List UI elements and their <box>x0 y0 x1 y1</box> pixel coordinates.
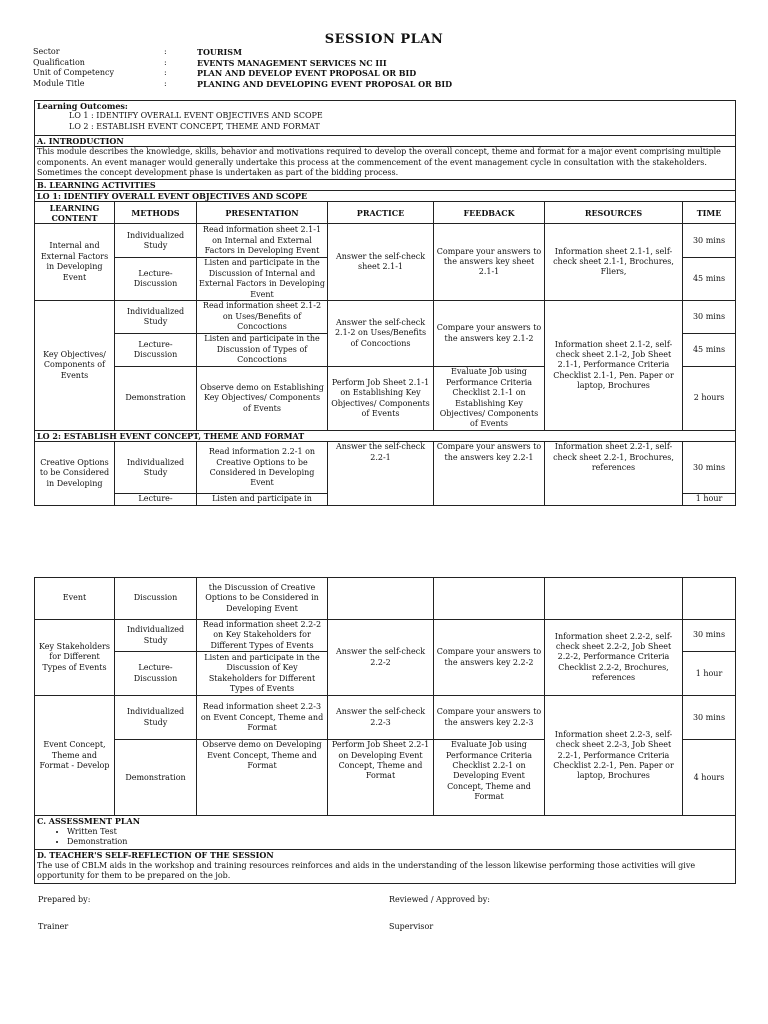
resources-cell <box>545 578 683 620</box>
header-practice: PRACTICE <box>328 202 434 224</box>
method-cell: Individualized Study <box>115 224 197 258</box>
assessment-plan-cell <box>35 816 736 850</box>
practice-cell: Perform Job Sheet 2.1-1 on Establishing Key Objectives/ Components of Events <box>328 367 434 431</box>
session-table-part1 <box>34 100 736 506</box>
resources-cell: Information sheet 2.2-1, self-check sheet 2.2-1, Brochures, references <box>545 442 683 505</box>
assessment-list <box>37 827 733 848</box>
introduction-text: This module describes the knowledge, skills, behavior and motivations required to develop the overall concept, theme and format for a major event comprising multiple components. An event manager would generally undertake this process at the commencement of the event management cycle in consultation with the stakeholders. Sometimes the concept development phase is undertaken as part of the bidding process. <box>35 147 736 179</box>
presentation-cell: Observe demo on Establishing Key Objectives/ Components of Events <box>197 367 328 431</box>
practice-cell: Answer the self-check 2.2-1 <box>328 442 434 505</box>
meta-value: TOURISM <box>197 47 242 57</box>
practice-cell: Perform Job Sheet 2.2-1 on Developing Event Concept, Theme and Format <box>328 740 434 816</box>
self-reflection-cell <box>35 850 736 884</box>
content-cell: Creative Options to be Considered in Developing <box>35 442 115 505</box>
time-cell: 1 hour <box>683 652 736 696</box>
time-cell: 1 hour <box>683 494 736 505</box>
method-cell: Lecture-Discussion <box>115 334 197 367</box>
assessment-item: • Written Test <box>67 827 733 837</box>
header-time: TIME <box>683 202 736 224</box>
presentation-cell: Read information sheet 2.2-3 on Event Concept, Theme and Format <box>197 696 328 740</box>
lo2-outcome: LO 2 : ESTABLISH EVENT CONCEPT, THEME AND FORMAT <box>69 121 320 131</box>
method-cell: Individualized Study <box>115 696 197 740</box>
time-cell: 30 mins <box>683 442 736 494</box>
time-cell: 2 hours <box>683 367 736 431</box>
meta-value: PLAN AND DEVELOP EVENT PROPOSAL OR BID <box>197 68 417 79</box>
lo1-heading: LO 1: IDENTIFY OVERALL EVENT OBJECTIVES AND SCOPE <box>35 191 736 202</box>
assessment-item: • Demonstration <box>67 837 733 847</box>
time-cell: 30 mins <box>683 224 736 258</box>
meta-value: EVENTS MANAGEMENT SERVICES NC III <box>197 57 387 68</box>
presentation-cell: Listen and participate in the Discussion of Internal and External Factors in Developing Event <box>197 258 328 301</box>
learning-outcomes-label: Learning Outcomes: <box>37 101 128 111</box>
self-reflection-heading: D. TEACHER'S SELF-REFLECTION OF THE SESSION <box>37 850 274 861</box>
meta-colon: : <box>164 68 167 78</box>
presentation-cell: Listen and participate in the Discussion of Types of Concoctions <box>197 334 328 367</box>
method-cell: Lecture- <box>115 494 197 505</box>
practice-cell: Answer the self-check 2.2-2 <box>328 620 434 696</box>
method-cell: Individualized Study <box>115 301 197 334</box>
resources-cell: Information sheet 2.1-1, self-check sheet 2.1-1, Brochures, Fliers, <box>545 224 683 301</box>
time-cell: 30 mins <box>683 696 736 740</box>
presentation-cell: Read information 2.2-1 on Creative Options to be Considered in Developing Event <box>197 442 328 494</box>
resources-cell: Information sheet 2.2-3, self-check sheet 2.2-3, Job Sheet 2.2-1, Performance Criteria Checklist 2.2-1, Pen. Paper or laptop, Brochures <box>545 696 683 816</box>
time-cell: 30 mins <box>683 301 736 334</box>
learning-activities-heading: B. LEARNING ACTIVITIES <box>35 179 736 190</box>
header-resources: RESOURCES <box>545 202 683 224</box>
practice-cell: Answer the self-check sheet 2.1-1 <box>328 224 434 301</box>
method-cell: Individualized Study <box>115 442 197 494</box>
feedback-cell <box>434 578 545 620</box>
presentation-cell: Read information sheet 2.1-2 on Uses/Benefits of Concoctions <box>197 301 328 334</box>
meta-value: PLANING AND DEVELOPING EVENT PROPOSAL OR BID <box>197 78 453 89</box>
meta-label: Module Title <box>33 78 85 88</box>
presentation-cell: Listen and participate in the Discussion of Key Stakeholders for Different Types of Events <box>197 652 328 696</box>
content-cell: Event Concept, Theme and Format - Develop <box>35 696 115 816</box>
presentation-cell: Listen and participate in <box>197 494 328 505</box>
reviewed-by-label: Reviewed / Approved by: <box>389 895 490 904</box>
presentation-cell: the Discussion of Creative Options to be Considered in Developing Event <box>197 578 328 620</box>
feedback-cell: Evaluate Job using Performance Criteria Checklist 2.1-1 on Establishing Key Objectives/ Components of Events <box>434 367 545 431</box>
meta-colon: : <box>164 78 167 88</box>
header-feedback: FEEDBACK <box>434 202 545 224</box>
introduction-heading: A. INTRODUCTION <box>35 136 736 147</box>
feedback-cell: Compare your answers to the answers key 2.2-2 <box>434 620 545 696</box>
supervisor-label: Supervisor <box>389 922 434 931</box>
time-cell: 45 mins <box>683 258 736 301</box>
method-cell: Lecture-Discussion <box>115 652 197 696</box>
presentation-cell: Read information sheet 2.1-1 on Internal and External Factors in Developing Event <box>197 224 328 258</box>
lo2-heading: LO 2: ESTABLISH EVENT CONCEPT, THEME AND FORMAT <box>35 431 736 442</box>
time-cell: 4 hours <box>683 740 736 816</box>
content-cell: Key Objectives/ Components of Events <box>35 301 115 431</box>
feedback-cell: Compare your answers to the answers key 2.2-3 <box>434 696 545 740</box>
time-cell: 45 mins <box>683 334 736 367</box>
practice-cell: Answer the self-check 2.1-2 on Uses/Benefits of Concoctions <box>328 301 434 367</box>
self-reflection-text: The use of CBLM aids in the workshop and training resources reinforces and aids in the understanding of the lesson likewise performing those activities will give opportunity for them to be prepared on the job. <box>37 860 696 881</box>
resources-cell: Information sheet 2.2-2, self-check sheet 2.2-2, Job Sheet 2.2-2, Performance Criteria Checklist 2.2-2, Brochures, references <box>545 620 683 696</box>
prepared-by-label: Prepared by: <box>38 895 91 904</box>
lo1-outcome: LO 1 : IDENTIFY OVERALL EVENT OBJECTIVES AND SCOPE <box>69 111 323 121</box>
feedback-cell: Compare your answers to the answers key sheet 2.1-1 <box>434 224 545 301</box>
presentation-cell: Read information sheet 2.2-2 on Key Stakeholders for Different Types of Events <box>197 620 328 652</box>
header-presentation: PRESENTATION <box>197 202 328 224</box>
header-learning-content: LEARNING CONTENT <box>35 202 115 224</box>
content-cell: Internal and External Factors in Developing Event <box>35 224 115 301</box>
method-cell: Individualized Study <box>115 620 197 652</box>
meta-colon: : <box>164 57 167 67</box>
presentation-cell: Observe demo on Developing Event Concept, Theme and Format <box>197 740 328 816</box>
meta-label: Unit of Competency <box>33 68 115 78</box>
meta-label: Qualification <box>33 57 85 67</box>
resources-cell: Information sheet 2.1-2, self-check sheet 2.1-2, Job Sheet 2.1-1, Performance Criteria Checklist 2.1-1, Pen. Paper or laptop, Brochures <box>545 301 683 431</box>
time-cell: 30 mins <box>683 620 736 652</box>
content-cell: Key Stakeholders for Different Types of Events <box>35 620 115 696</box>
method-cell: Demonstration <box>115 367 197 431</box>
assessment-plan-heading: C. ASSESSMENT PLAN <box>37 816 141 827</box>
learning-outcomes-cell <box>35 101 736 136</box>
feedback-cell: Compare your answers to the answers key 2.2-1 <box>434 442 545 505</box>
header-methods: METHODS <box>115 202 197 224</box>
content-cell: Event <box>35 578 115 620</box>
method-cell: Demonstration <box>115 740 197 816</box>
session-table-part2 <box>34 577 736 884</box>
meta-label: Sector <box>33 47 60 56</box>
feedback-cell: Compare your answers to the answers key 2.1-2 <box>434 301 545 367</box>
method-cell: Discussion <box>115 578 197 620</box>
method-cell: Lecture-Discussion <box>115 258 197 301</box>
page-title: SESSION PLAN <box>324 32 444 47</box>
feedback-cell: Evaluate Job using Performance Criteria Checklist 2.2-1 on Developing Event Concept, Theme and Format <box>434 740 545 816</box>
practice-cell <box>328 578 434 620</box>
practice-cell: Answer the self-check 2.2-3 <box>328 696 434 740</box>
meta-colon: : <box>164 47 167 56</box>
time-cell <box>683 578 736 620</box>
trainer-label: Trainer <box>38 922 69 931</box>
